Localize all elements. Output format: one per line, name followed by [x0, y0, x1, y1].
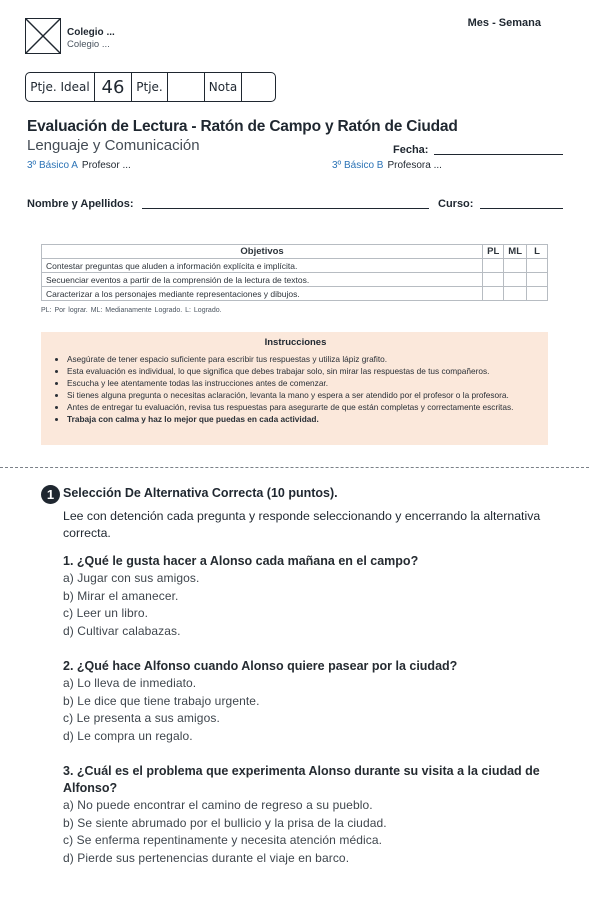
objective-text: Contestar preguntas que aluden a información explícita e implícita. [42, 259, 483, 273]
pl-cell[interactable] [483, 273, 504, 287]
ideal-score-label: Ptje. Ideal [26, 73, 95, 101]
section-number-badge: 1 [41, 485, 60, 504]
table-row [42, 259, 548, 273]
answer-option[interactable]: d) Pierde sus pertenencias durante el viaje en barco. [63, 850, 350, 865]
course-a [27, 160, 131, 171]
divider [0, 467, 589, 468]
instructions-box [41, 332, 548, 445]
table-row [42, 287, 548, 301]
ml-cell[interactable] [504, 259, 527, 273]
column-ml: ML [504, 245, 527, 259]
course-a-teacher: Profesor ... [81, 160, 131, 171]
school-subtitle: Colegio ... [67, 39, 110, 50]
l-cell[interactable] [527, 287, 548, 301]
column-pl: PL [483, 245, 504, 259]
score-field[interactable] [168, 73, 205, 101]
answer-option[interactable]: c) Se enferma repentinamente y necesita atención médica. [63, 833, 383, 847]
list-item: • Asegúrate de tener espacio suficiente para escribir tus respuestas y utiliza lápiz grafito. [67, 354, 540, 366]
score-box [25, 72, 276, 102]
ml-cell[interactable] [504, 287, 527, 301]
question-2 [63, 658, 541, 745]
answer-option[interactable]: c) Leer un libro. [63, 606, 149, 620]
course-b [332, 160, 442, 171]
question-title: 2. ¿Qué hace Alfonso cuando Alonso quiere pasear por la ciudad? [63, 659, 458, 673]
list-item: • Esta evaluación es individual, lo que significa que debes trabajar solo, sin mirar las respuestas de tus compañeros. [67, 366, 540, 378]
question-1 [63, 553, 541, 640]
course-b-name: 3º Básico B [332, 160, 384, 171]
name-field[interactable] [142, 208, 429, 209]
answer-option[interactable]: d) Cultivar calabazas. [63, 623, 181, 638]
list-item: • Si tienes alguna pregunta o necesitas aclaración, levanta la mano y espera a ser atendido por el profesor o la profesora. [67, 390, 540, 402]
answer-option[interactable]: c) Le presenta a sus amigos. [63, 711, 220, 725]
school-name: Colegio ... [67, 27, 115, 38]
column-l: L [527, 245, 548, 259]
list-item: • Escucha y lee atentamente todas las instrucciones antes de comenzar. [67, 378, 540, 390]
ml-cell[interactable] [504, 273, 527, 287]
course-a-name: 3º Básico A [27, 160, 78, 171]
question-title: 1. ¿Qué le gusta hacer a Alonso cada mañana en el campo? [63, 554, 419, 568]
course-b-teacher: Profesora ... [387, 160, 442, 171]
objectives-header: Objetivos [42, 245, 483, 259]
answer-option[interactable]: a) No puede encontrar el camino de regreso a su pueblo. [63, 798, 373, 812]
section-intro: Lee con detención cada pregunta y responde seleccionando y encerrando la alternativa correcta. [63, 509, 541, 540]
period-label: Mes - Semana [467, 17, 541, 29]
question-3 [63, 763, 541, 867]
course-label: Curso: [438, 198, 474, 210]
answer-option[interactable]: a) Jugar con sus amigos. [63, 571, 200, 585]
objective-text: Secuenciar eventos a partir de la comprensión de la lectura de textos. [42, 273, 483, 287]
answer-option[interactable]: b) Le dice que tiene trabajo urgente. [63, 693, 260, 708]
name-label: Nombre y Apellidos: [27, 198, 134, 210]
answer-option[interactable]: a) Lo lleva de inmediato. [63, 676, 197, 690]
score-label: Ptje. [132, 73, 168, 101]
answer-option[interactable]: b) Mirar el amanecer. [63, 588, 179, 603]
objective-text: Caracterizar a los personajes mediante representaciones y dibujos. [42, 287, 483, 301]
objectives-header-row [42, 245, 548, 259]
answer-option[interactable]: d) Le compra un regalo. [63, 728, 193, 743]
date-field[interactable] [434, 154, 563, 155]
question-title: 3. ¿Cuál es el problema que experimenta Alonso durante su visita a la ciudad de Alfonso? [63, 764, 540, 795]
page-title: Evaluación de Lectura - Ratón de Campo y Ratón de Ciudad [27, 118, 458, 135]
l-cell[interactable] [527, 259, 548, 273]
nota-field[interactable] [242, 73, 275, 101]
instructions-title: Instrucciones [264, 337, 327, 348]
subject-label: Lenguaje y Comunicación [27, 137, 200, 154]
table-row [42, 273, 548, 287]
objectives-table [41, 244, 548, 301]
course-field[interactable] [480, 208, 563, 209]
l-cell[interactable] [527, 273, 548, 287]
list-item: • Antes de entregar tu evaluación, revisa tus respuestas para asegurarte de que están completas y correctamente escritas. [67, 402, 540, 414]
answer-option[interactable]: b) Se siente abrumado por el bullicio y la prisa de la ciudad. [63, 815, 387, 830]
list-item: • Trabaja con calma y haz lo mejor que puedas en cada actividad. [67, 414, 540, 426]
pl-cell[interactable] [483, 259, 504, 273]
instructions-list [51, 354, 540, 425]
school-logo-placeholder [25, 18, 61, 54]
ideal-score-value: 46 [95, 73, 132, 101]
section-title: Selección De Alternativa Correcta (10 puntos). [63, 486, 338, 500]
pl-cell[interactable] [483, 287, 504, 301]
date-label: Fecha: [393, 144, 429, 156]
objectives-legend: PL: Por lograr. ML: Medianamente Logrado. L: Logrado. [41, 307, 222, 314]
nota-label: Nota [205, 73, 242, 101]
